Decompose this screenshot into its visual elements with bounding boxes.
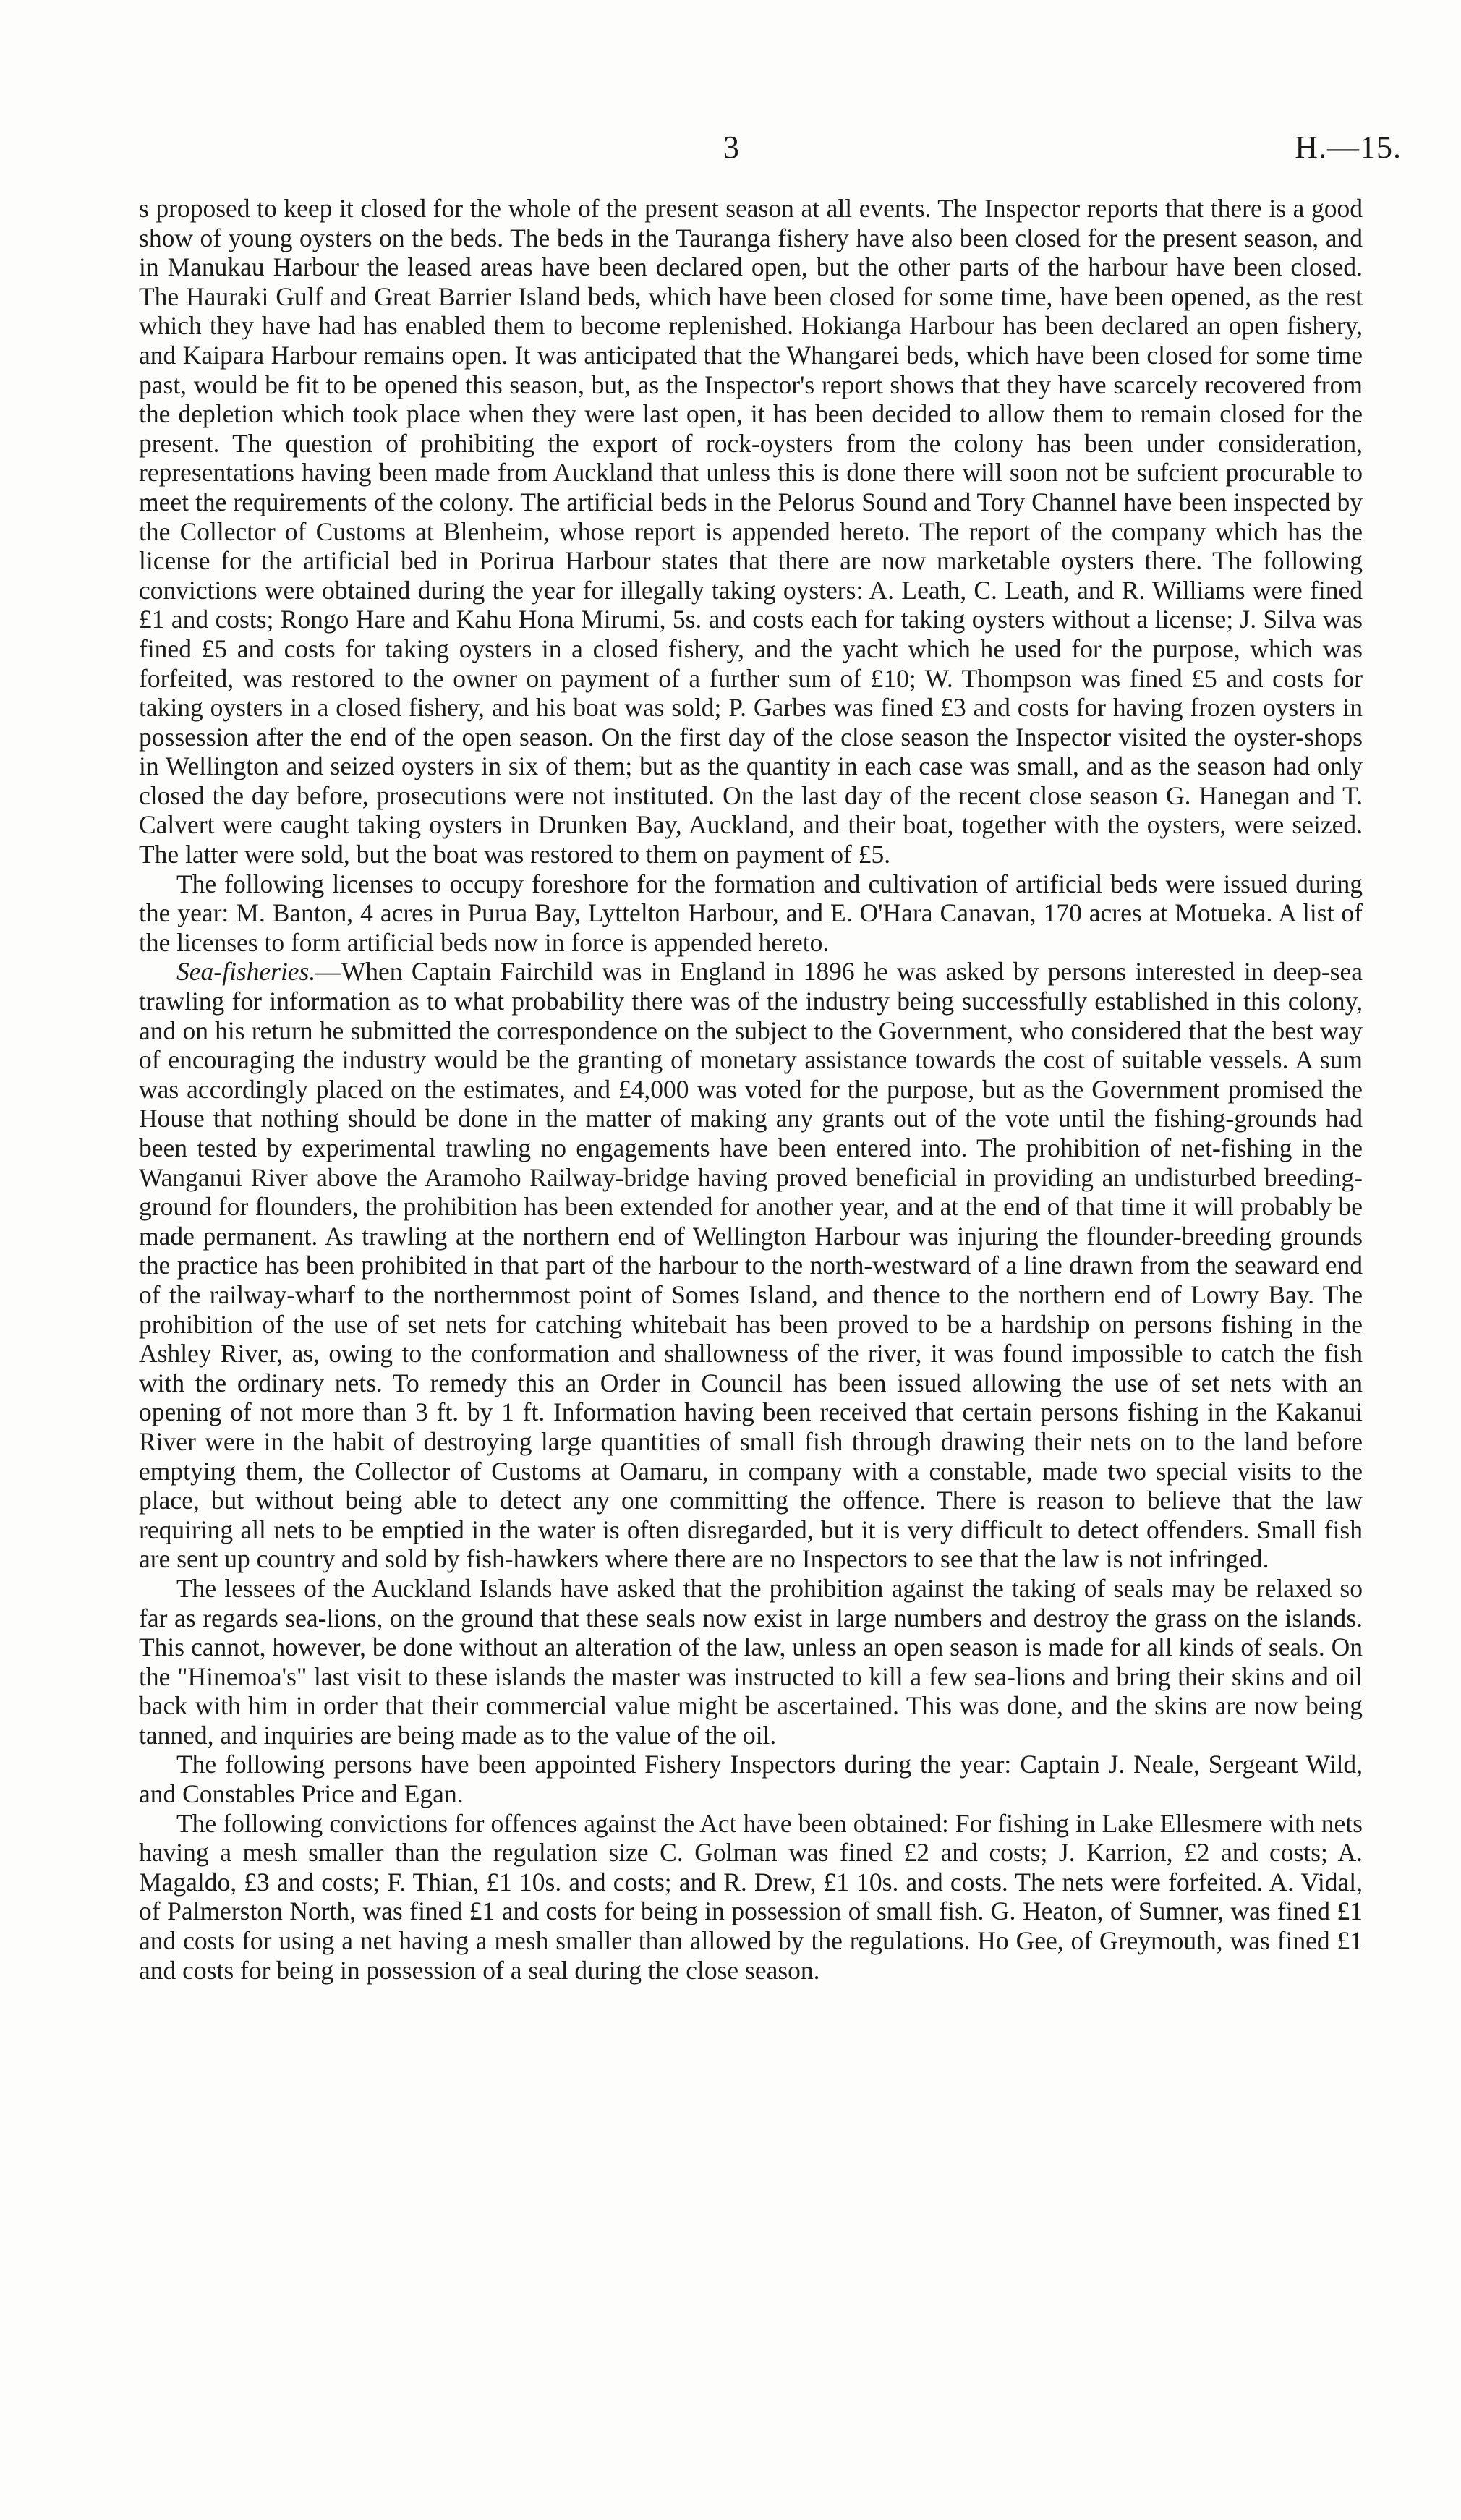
document-reference: H.—15. bbox=[1295, 129, 1402, 165]
sea-fisheries-text: —When Captain Fairchild was in England in 1896 he was asked by persons interested in deep-sea trawling for information as to what probability there was of the industry being successfully established in this colony, and on his return he submitted the correspondence on the subject to the Government, who considered that the best way of encouraging the industry would be the granting of monetary assistance towards the cost of suitable vessels. A sum was accordingly placed on the estimates, and £4,000 was voted for the purpose, but as the Government promised the House that nothing should be done in the matter of making any grants out of the vote until the fishing-grounds had been tested by experimental trawling no engagements have been entered into. The prohibition of net-fishing in the Wanganui River above the Aramoho Railway-bridge having proved beneficial in providing an undisturbed breeding-ground for flounders, the prohibition has been extended for another year, and at the end of that time it will probably be made permanent. As trawling at the northern end of Wellington Harbour was injuring the flounder-breeding grounds the practice has been prohibited in that part of the harbour to the north-westward of a line drawn from the seaward end of the railway-wharf to the northernmost point of Somes Island, and thence to the northern end of Lowry Bay. The prohibition of the use of set nets for catching whitebait has been proved to be a hardship on persons fishing in the Ashley River, as, owing to the conformation and shallowness of the river, it was found impossible to catch the fish with the ordinary nets. To remedy this an Order in Council has been issued allowing the use of set nets with an opening of not more than 3 ft. by 1 ft. Information having been received that certain persons fishing in the Kakanui River were in the habit of destroying large quantities of small fish through drawing their nets on to the land before emptying them, the Collector of Customs at Oamaru, in company with a constable, made two special visits to the place, but without being able to detect any one committing the offence. There is reason to believe that the law requiring all nets to be emptied in the water is often disregarded, but it is very difficult to detect offenders. Small fish are sent up country and sold by fish-hawkers where there are no Inspectors to see that the law is not infringed. bbox=[139, 957, 1363, 1574]
paragraph-fishery-inspectors: The following persons have been appointed Fishery Inspectors during the year: Captain J. Neale, Sergeant Wild, and Constables Price and Egan. bbox=[139, 1750, 1363, 1809]
paragraph-foreshore-licenses: The following licenses to occupy foreshore for the formation and cultivation of artificial beds were issued during the year: M. Banton, 4 acres in Purua Bay, Lyttelton Harbour, and E. O'Hara Canavan, 170 acres at Motueka. A list of the licenses to form artificial beds now in force is appended hereto. bbox=[139, 869, 1363, 957]
paragraph-convictions: The following convictions for offences against the Act have been obtained: For fishing in Lake Ellesmere with nets having a mesh smaller than the regulation size C. Golman was fined £2 and costs; J. Karrion, £2 and costs; A. Magaldo, £3 and costs; F. Thian, £1 10s. and costs; and R. Drew, £1 10s. and costs. The nets were forfeited. A. Vidal, of Palmerston North, was fined £1 and costs for being in possession of small fish. G. Heaton, of Sumner, was fined £1 and costs for using a net having a mesh smaller than allowed by the regulations. Ho Gee, of Greymouth, was fined £1 and costs for being in possession of a seal during the close season. bbox=[139, 1808, 1363, 1985]
page-number: 3 bbox=[723, 129, 739, 165]
paragraph-sea-fisheries bbox=[139, 957, 1363, 1573]
body-text bbox=[139, 194, 1363, 1985]
sea-fisheries-heading: Sea-fisheries. bbox=[176, 957, 316, 987]
paragraph-oyster-fisheries: s proposed to keep it closed for the whole of the present season at all events. The Inspector reports that there is a good show of young oysters on the beds. The beds in the Tauranga fishery have also been closed for the present season, and in Manukau Harbour the leased areas have been declared open, but the other parts of the harbour have been closed. The Hauraki Gulf and Great Barrier Island beds, which have been closed for some time, have been opened, as the rest which they have had has enabled them to become replenished. Hokianga Harbour has been declared an open fishery, and Kaipara Harbour remains open. It was anticipated that the Whangarei beds, which have been closed for some time past, would be fit to be opened this season, but, as the Inspector's report shows that they have scarcely recovered from the depletion which took place when they were last open, it has been decided to allow them to remain closed for the present. The question of prohibiting the export of rock-oysters from the colony has been under consideration, representations having been made from Auckland that unless this is done there will soon not be sufcient procurable to meet the requirements of the colony. The artificial beds in the Pelorus Sound and Tory Channel have been inspected by the Collector of Customs at Blenheim, whose report is appended hereto. The report of the company which has the license for the artificial bed in Porirua Harbour states that there are now marketable oysters there. The following convictions were obtained during the year for illegally taking oysters: A. Leath, C. Leath, and R. Williams were fined £1 and costs; Rongo Hare and Kahu Hona Mirumi, 5s. and costs each for taking oysters without a license; J. Silva was fined £5 and costs for taking oysters in a closed fishery, and the yacht which he used for the purpose, which was forfeited, was restored to the owner on payment of a further sum of £10; W. Thompson was fined £5 and costs for taking oysters in a closed fishery, and his boat was sold; P. Garbes was fined £3 and costs for having frozen oysters in possession after the end of the open season. On the first day of the close season the Inspector visited the oyster-shops in Wellington and seized oysters in six of them; but as the quantity in each case was small, and as the season had only closed the day before, prosecutions were not instituted. On the last day of the recent close season G. Hanegan and T. Calvert were caught taking oysters in Drunken Bay, Auckland, and their boat, together with the oysters, were seized. The latter were sold, but the boat was restored to them on payment of £5. bbox=[139, 194, 1363, 869]
paragraph-auckland-islands-seals: The lessees of the Auckland Islands have asked that the prohibition against the taking of seals may be relaxed so far as regards sea-lions, on the ground that these seals now exist in large numbers and destroy the grass on the islands. This cannot, however, be done without an alteration of the law, unless an open season is made for all kinds of seals. On the "Hinemoa's" last visit to these islands the master was instructed to kill a few sea-lions and bring their skins and oil back with him in order that their commercial value might be ascertained. This was done, and the skins are now being tanned, and inquiries are being made as to the value of the oil. bbox=[139, 1573, 1363, 1750]
page-header bbox=[0, 126, 1461, 169]
